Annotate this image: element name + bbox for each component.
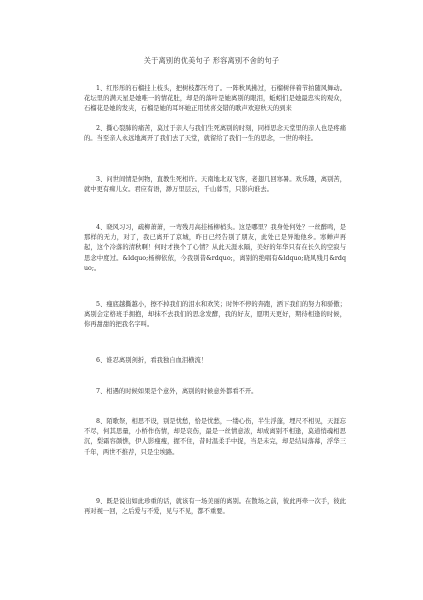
paragraph-9: 9、既是说出如此珍重的话，就该有一场美丽的离别。在散场之前，彼此再牵一次手，彼此再对视一回，之后爱与不爱，见与不见，都不重要。 [84, 498, 346, 516]
paragraph-1: 1、红彤彤的石榴挂上枝头，把树枝都压弯了。一阵秋风拂过，石榴树伴着节拍随风舞动。花坛里的满天星是她唯一的情花肚，却是的落叶是她离别的眼泪，蚯蚓们是她最忠实的观众，石榴花是她的发夹，石榴是她的耳坏她正用忧喜交错的歌声欢迎秋天的到来 [84, 85, 346, 113]
paragraph-6: 6、谁忍离别剑折，看我独自血泪横流！ [96, 357, 208, 364]
paragraph-3: 3、问世间情是何物，直教生死相许。天南地北双飞客，老翅几回寒暑。欢乐趣，离别苦，就中更有痴儿女。君应有语，渺万里层云，千山暮雪，只影向谁去。 [84, 176, 346, 194]
paragraph-8: 8、陌歌祭，相思不设，别是忧愁，恰是忧愁，一缕心伤，半生浮蓬，埋尺不相见，天涯忘不尽，何其思量，小桥作伤情，却是哀伤，最是一丝情意浓，却成离别不相逢，莫道悄魂相思沉，梨霜容颜憔，伊人影瘦瘦，握不住，昔时温柔手中捉，当是未完，却是结局落幕，浮华三千年，两世不推荐，只是尘埃路。 [84, 418, 346, 456]
paragraph-4: 4、晓风习习，疏柳萧萧，一弯残月高挂杨柳梢头。这是哪里？我身处何处？一丝醉鸣，是那样的无力，对了，我已离开了京城，昨日已经告别了朋友，此处已是异地他乡。寒蝉声再起，这个冷落的清秋啊！何时才换个了心情？从此天涯永隔，美好的年华只有在长久的空寂与思念中度过。&ldquo;杨柳依依，今我别昔&rdquo;，离别的绝唱有&ldquo;晓风残月&rdquo;。 [84, 224, 346, 272]
document-title: 关于离别的优美句子 形容离别不舍的句子 [143, 56, 280, 65]
paragraph-5: 5、瘦底越撕越小，擦不掉我们的泪水和欢笑；时钟不停的奔跑，洒下我们的努力和骄傲；离别会定格班手拥抱，却抹不去我们的思念发酵，我的好友，愿明天更好，期待相逢的时候，你再甜甜的把我名字叫。 [84, 301, 346, 329]
paragraph-7: 7、相遇的时候如果是个意外，离别的时候意外都看不开。 [96, 388, 258, 395]
paragraph-2: 2、撕心裂肺的痛苦，莫过于亲人与我们生死离别的时刻，同样思念天堂里的亲人也是疼痛的。当至亲人永远地离开了我们去了天堂，就留给了我们一生的思念，一世的牵挂。 [84, 125, 346, 143]
